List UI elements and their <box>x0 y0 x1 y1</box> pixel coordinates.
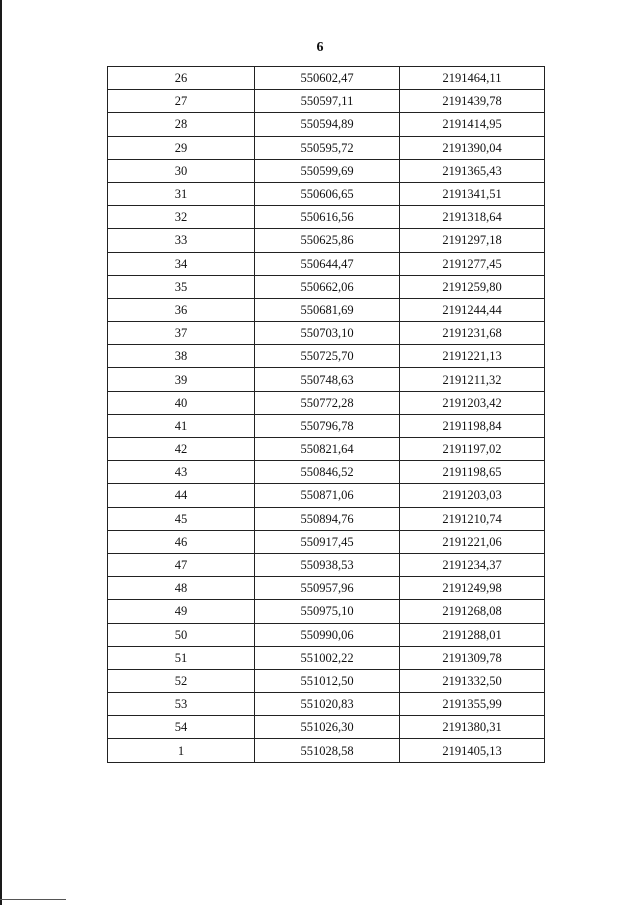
y-coordinate-cell: 2191234,37 <box>400 553 545 576</box>
x-coordinate-cell: 551028,58 <box>255 739 400 762</box>
y-coordinate-cell: 2191231,68 <box>400 322 545 345</box>
point-number-cell: 47 <box>108 553 255 576</box>
table-row <box>108 414 545 437</box>
point-number-cell: 37 <box>108 322 255 345</box>
y-coordinate-cell: 2191210,74 <box>400 507 545 530</box>
point-number-cell: 30 <box>108 159 255 182</box>
table-row <box>108 623 545 646</box>
scan-edge-line <box>0 0 2 905</box>
point-number-cell: 39 <box>108 368 255 391</box>
x-coordinate-cell: 550703,10 <box>255 322 400 345</box>
x-coordinate-cell: 550957,96 <box>255 577 400 600</box>
y-coordinate-cell: 2191464,11 <box>400 67 545 90</box>
point-number-cell: 44 <box>108 484 255 507</box>
table-row <box>108 113 545 136</box>
x-coordinate-cell: 550821,64 <box>255 438 400 461</box>
point-number-cell: 40 <box>108 391 255 414</box>
x-coordinate-cell: 550625,86 <box>255 229 400 252</box>
y-coordinate-cell: 2191365,43 <box>400 159 545 182</box>
y-coordinate-cell: 2191221,06 <box>400 530 545 553</box>
x-coordinate-cell: 550595,72 <box>255 136 400 159</box>
point-number-cell: 51 <box>108 646 255 669</box>
y-coordinate-cell: 2191277,45 <box>400 252 545 275</box>
table-row <box>108 391 545 414</box>
x-coordinate-cell: 550594,89 <box>255 113 400 136</box>
table-row <box>108 252 545 275</box>
x-coordinate-cell: 550681,69 <box>255 298 400 321</box>
x-coordinate-cell: 551026,30 <box>255 716 400 739</box>
table-row <box>108 182 545 205</box>
scan-bottom-line <box>0 899 66 900</box>
x-coordinate-cell: 550606,65 <box>255 182 400 205</box>
x-coordinate-cell: 550917,45 <box>255 530 400 553</box>
y-coordinate-cell: 2191439,78 <box>400 90 545 113</box>
y-coordinate-cell: 2191288,01 <box>400 623 545 646</box>
coordinates-table <box>107 66 545 763</box>
table-row <box>108 669 545 692</box>
point-number-cell: 41 <box>108 414 255 437</box>
point-number-cell: 31 <box>108 182 255 205</box>
point-number-cell: 1 <box>108 739 255 762</box>
point-number-cell: 28 <box>108 113 255 136</box>
y-coordinate-cell: 2191198,84 <box>400 414 545 437</box>
table-row <box>108 90 545 113</box>
x-coordinate-cell: 550599,69 <box>255 159 400 182</box>
point-number-cell: 42 <box>108 438 255 461</box>
y-coordinate-cell: 2191268,08 <box>400 600 545 623</box>
y-coordinate-cell: 2191211,32 <box>400 368 545 391</box>
y-coordinate-cell: 2191197,02 <box>400 438 545 461</box>
point-number-cell: 26 <box>108 67 255 90</box>
point-number-cell: 33 <box>108 229 255 252</box>
y-coordinate-cell: 2191414,95 <box>400 113 545 136</box>
y-coordinate-cell: 2191309,78 <box>400 646 545 669</box>
table-row <box>108 298 545 321</box>
x-coordinate-cell: 550725,70 <box>255 345 400 368</box>
y-coordinate-cell: 2191259,80 <box>400 275 545 298</box>
table-row <box>108 484 545 507</box>
x-coordinate-cell: 550597,11 <box>255 90 400 113</box>
y-coordinate-cell: 2191203,42 <box>400 391 545 414</box>
y-coordinate-cell: 2191318,64 <box>400 206 545 229</box>
point-number-cell: 54 <box>108 716 255 739</box>
table-row <box>108 67 545 90</box>
point-number-cell: 49 <box>108 600 255 623</box>
y-coordinate-cell: 2191297,18 <box>400 229 545 252</box>
point-number-cell: 43 <box>108 461 255 484</box>
table-row <box>108 507 545 530</box>
point-number-cell: 48 <box>108 577 255 600</box>
y-coordinate-cell: 2191198,65 <box>400 461 545 484</box>
table-row <box>108 275 545 298</box>
point-number-cell: 32 <box>108 206 255 229</box>
table-row <box>108 461 545 484</box>
table-row <box>108 530 545 553</box>
table-row <box>108 693 545 716</box>
table-row <box>108 438 545 461</box>
x-coordinate-cell: 550748,63 <box>255 368 400 391</box>
point-number-cell: 36 <box>108 298 255 321</box>
point-number-cell: 27 <box>108 90 255 113</box>
point-number-cell: 50 <box>108 623 255 646</box>
table-row <box>108 136 545 159</box>
table-row <box>108 322 545 345</box>
table-row <box>108 206 545 229</box>
table-row <box>108 229 545 252</box>
x-coordinate-cell: 550616,56 <box>255 206 400 229</box>
x-coordinate-cell: 550871,06 <box>255 484 400 507</box>
point-number-cell: 38 <box>108 345 255 368</box>
y-coordinate-cell: 2191332,50 <box>400 669 545 692</box>
point-number-cell: 53 <box>108 693 255 716</box>
x-coordinate-cell: 551002,22 <box>255 646 400 669</box>
x-coordinate-cell: 551020,83 <box>255 693 400 716</box>
point-number-cell: 29 <box>108 136 255 159</box>
x-coordinate-cell: 550938,53 <box>255 553 400 576</box>
table-row <box>108 553 545 576</box>
y-coordinate-cell: 2191203,03 <box>400 484 545 507</box>
table-row <box>108 577 545 600</box>
point-number-cell: 35 <box>108 275 255 298</box>
y-coordinate-cell: 2191341,51 <box>400 182 545 205</box>
x-coordinate-cell: 550975,10 <box>255 600 400 623</box>
x-coordinate-cell: 550644,47 <box>255 252 400 275</box>
table-row <box>108 716 545 739</box>
y-coordinate-cell: 2191380,31 <box>400 716 545 739</box>
page-number: 6 <box>316 40 324 55</box>
table-row <box>108 646 545 669</box>
x-coordinate-cell: 550602,47 <box>255 67 400 90</box>
y-coordinate-cell: 2191355,99 <box>400 693 545 716</box>
y-coordinate-cell: 2191249,98 <box>400 577 545 600</box>
table-row <box>108 345 545 368</box>
x-coordinate-cell: 551012,50 <box>255 669 400 692</box>
y-coordinate-cell: 2191221,13 <box>400 345 545 368</box>
table-row <box>108 600 545 623</box>
coordinates-table-body <box>108 67 545 763</box>
point-number-cell: 45 <box>108 507 255 530</box>
table-row <box>108 159 545 182</box>
point-number-cell: 52 <box>108 669 255 692</box>
table-row <box>108 368 545 391</box>
point-number-cell: 34 <box>108 252 255 275</box>
x-coordinate-cell: 550796,78 <box>255 414 400 437</box>
y-coordinate-cell: 2191390,04 <box>400 136 545 159</box>
x-coordinate-cell: 550990,06 <box>255 623 400 646</box>
y-coordinate-cell: 2191405,13 <box>400 739 545 762</box>
y-coordinate-cell: 2191244,44 <box>400 298 545 321</box>
x-coordinate-cell: 550894,76 <box>255 507 400 530</box>
x-coordinate-cell: 550662,06 <box>255 275 400 298</box>
table-row <box>108 739 545 762</box>
x-coordinate-cell: 550846,52 <box>255 461 400 484</box>
point-number-cell: 46 <box>108 530 255 553</box>
x-coordinate-cell: 550772,28 <box>255 391 400 414</box>
